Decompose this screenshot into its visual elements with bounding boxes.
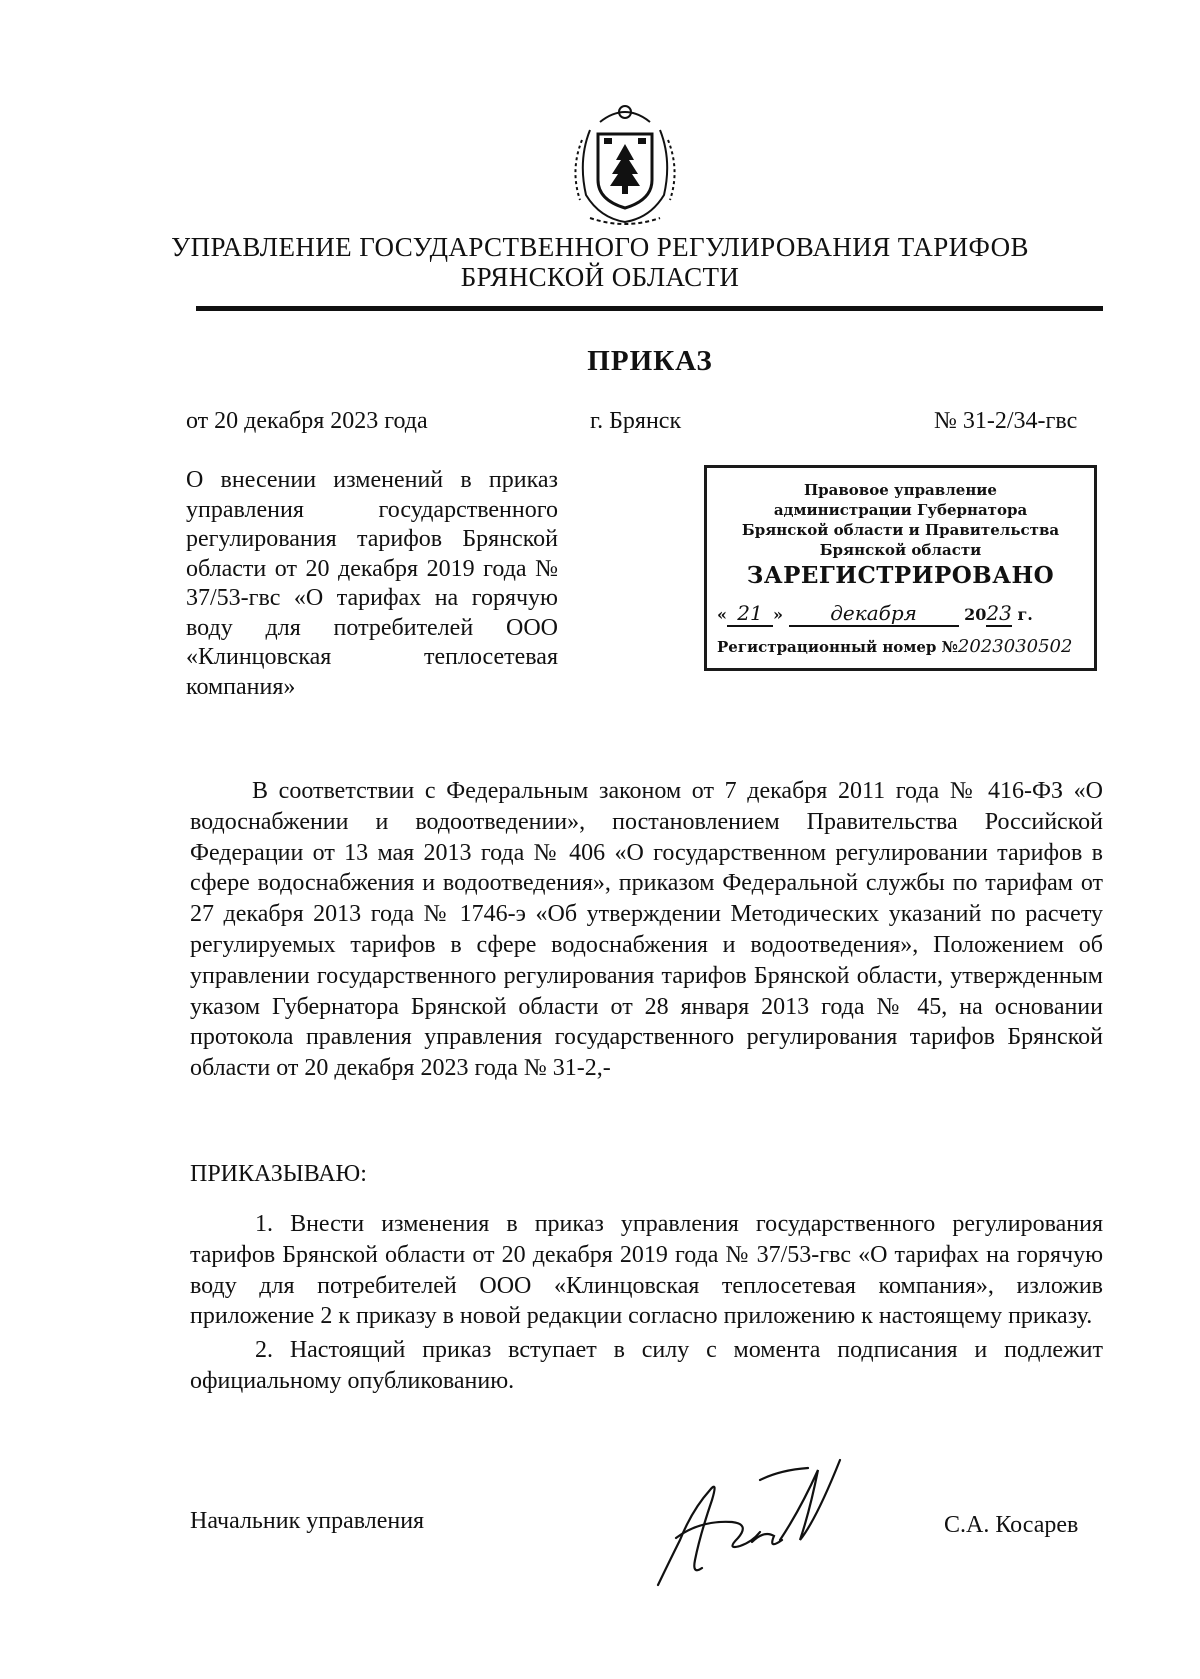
order-word: ПРИКАЗЫВАЮ: bbox=[190, 1161, 367, 1187]
order-item-1: 1. Внести изменения в приказ управления государственного регулирования тарифов Брянской области от 20 декабря 2019 года № 37/53-гвс «О тарифах на горячую воду для потребителей ООО «Клинцовская теплосетевая компания», изложив приложение 2 к приказу в новой редакции согласно приложению к настоящему приказу. bbox=[190, 1211, 1103, 1330]
stamp-reg-label: Регистрационный номер № bbox=[717, 638, 958, 656]
stamp-date-month: декабря bbox=[789, 601, 959, 627]
agency-name-line2: БРЯНСКОЙ ОБЛАСТИ bbox=[460, 262, 740, 292]
stamp-reg-number: 2023030502 bbox=[957, 636, 1073, 657]
stamp-line-2: администрации Губернатора bbox=[773, 501, 1028, 519]
signatory-name: С.А. Косарев bbox=[944, 1512, 1079, 1538]
order-items bbox=[190, 1209, 1103, 1400]
stamp-line-3: Брянской области и Правительства bbox=[741, 521, 1060, 539]
stamp-year-suffix: 23 bbox=[986, 601, 1012, 625]
handwritten-signature bbox=[640, 1450, 870, 1600]
document-subject: О внесении изменений в приказ управления государственного регулирования тарифов Брянской области от 20 декабря 2019 года № 37/53-гвс «О тарифах на горячую воду для потребителей ООО «Клинцовская теплосетевая компания» bbox=[186, 467, 558, 700]
document-number: № 31-2/34-гвс bbox=[934, 408, 1078, 434]
preamble-paragraph: В соответствии с Федеральным законом от 7 декабря 2011 года № 416-ФЗ «О водоснабжении и водоотведении», постановлением Правительства Российской Федерации от 13 мая 2013 года № 406 «О государственном регулировании тарифов в сфере водоснабжения и водоотведения», приказом Федеральной службы по тарифам от 27 декабря 2013 года № 1746-э «Об утверждении Методических указаний по расчету регулируемых тарифов в сфере водоснабжения и водоотведения», Положением об управлении государственного регулирования тарифов Брянской области, утвержденным указом Губернатора Брянской области от 28 января 2013 года № 45, на основании протокола правления управления государственного регулирования тарифов Брянской области от 20 декабря 2023 года № 31-2,- bbox=[190, 778, 1103, 1082]
registration-stamp bbox=[704, 465, 1097, 671]
header-divider bbox=[196, 306, 1103, 311]
signatory-role: Начальник управления bbox=[190, 1508, 425, 1534]
order-item-2: 2. Настоящий приказ вступает в силу с момента подписания и подлежит официальному опубликованию. bbox=[190, 1337, 1103, 1394]
stamp-date-day: 21 bbox=[727, 601, 773, 627]
stamp-year-end: г. bbox=[1017, 605, 1033, 624]
stamp-reg-row bbox=[717, 636, 1086, 657]
document-title: ПРИКАЗ bbox=[587, 345, 713, 377]
document-city: г. Брянск bbox=[590, 408, 682, 434]
stamp-status: ЗАРЕГИСТРИРОВАНО bbox=[746, 562, 1055, 589]
agency-name-line1: УПРАВЛЕНИЕ ГОСУДАРСТВЕННОГО РЕГУЛИРОВАНИЯ ТАРИФОВ bbox=[171, 232, 1029, 262]
document-date: от 20 декабря 2023 года bbox=[186, 408, 428, 434]
stamp-line-1: Правовое управление bbox=[804, 481, 997, 499]
bryansk-coat-of-arms-icon bbox=[560, 100, 690, 230]
stamp-year-prefix: 20 bbox=[964, 605, 987, 624]
stamp-date-row: « 21 » декабря 2023 г. bbox=[717, 601, 1033, 625]
stamp-line-4: Брянской области bbox=[819, 541, 982, 559]
